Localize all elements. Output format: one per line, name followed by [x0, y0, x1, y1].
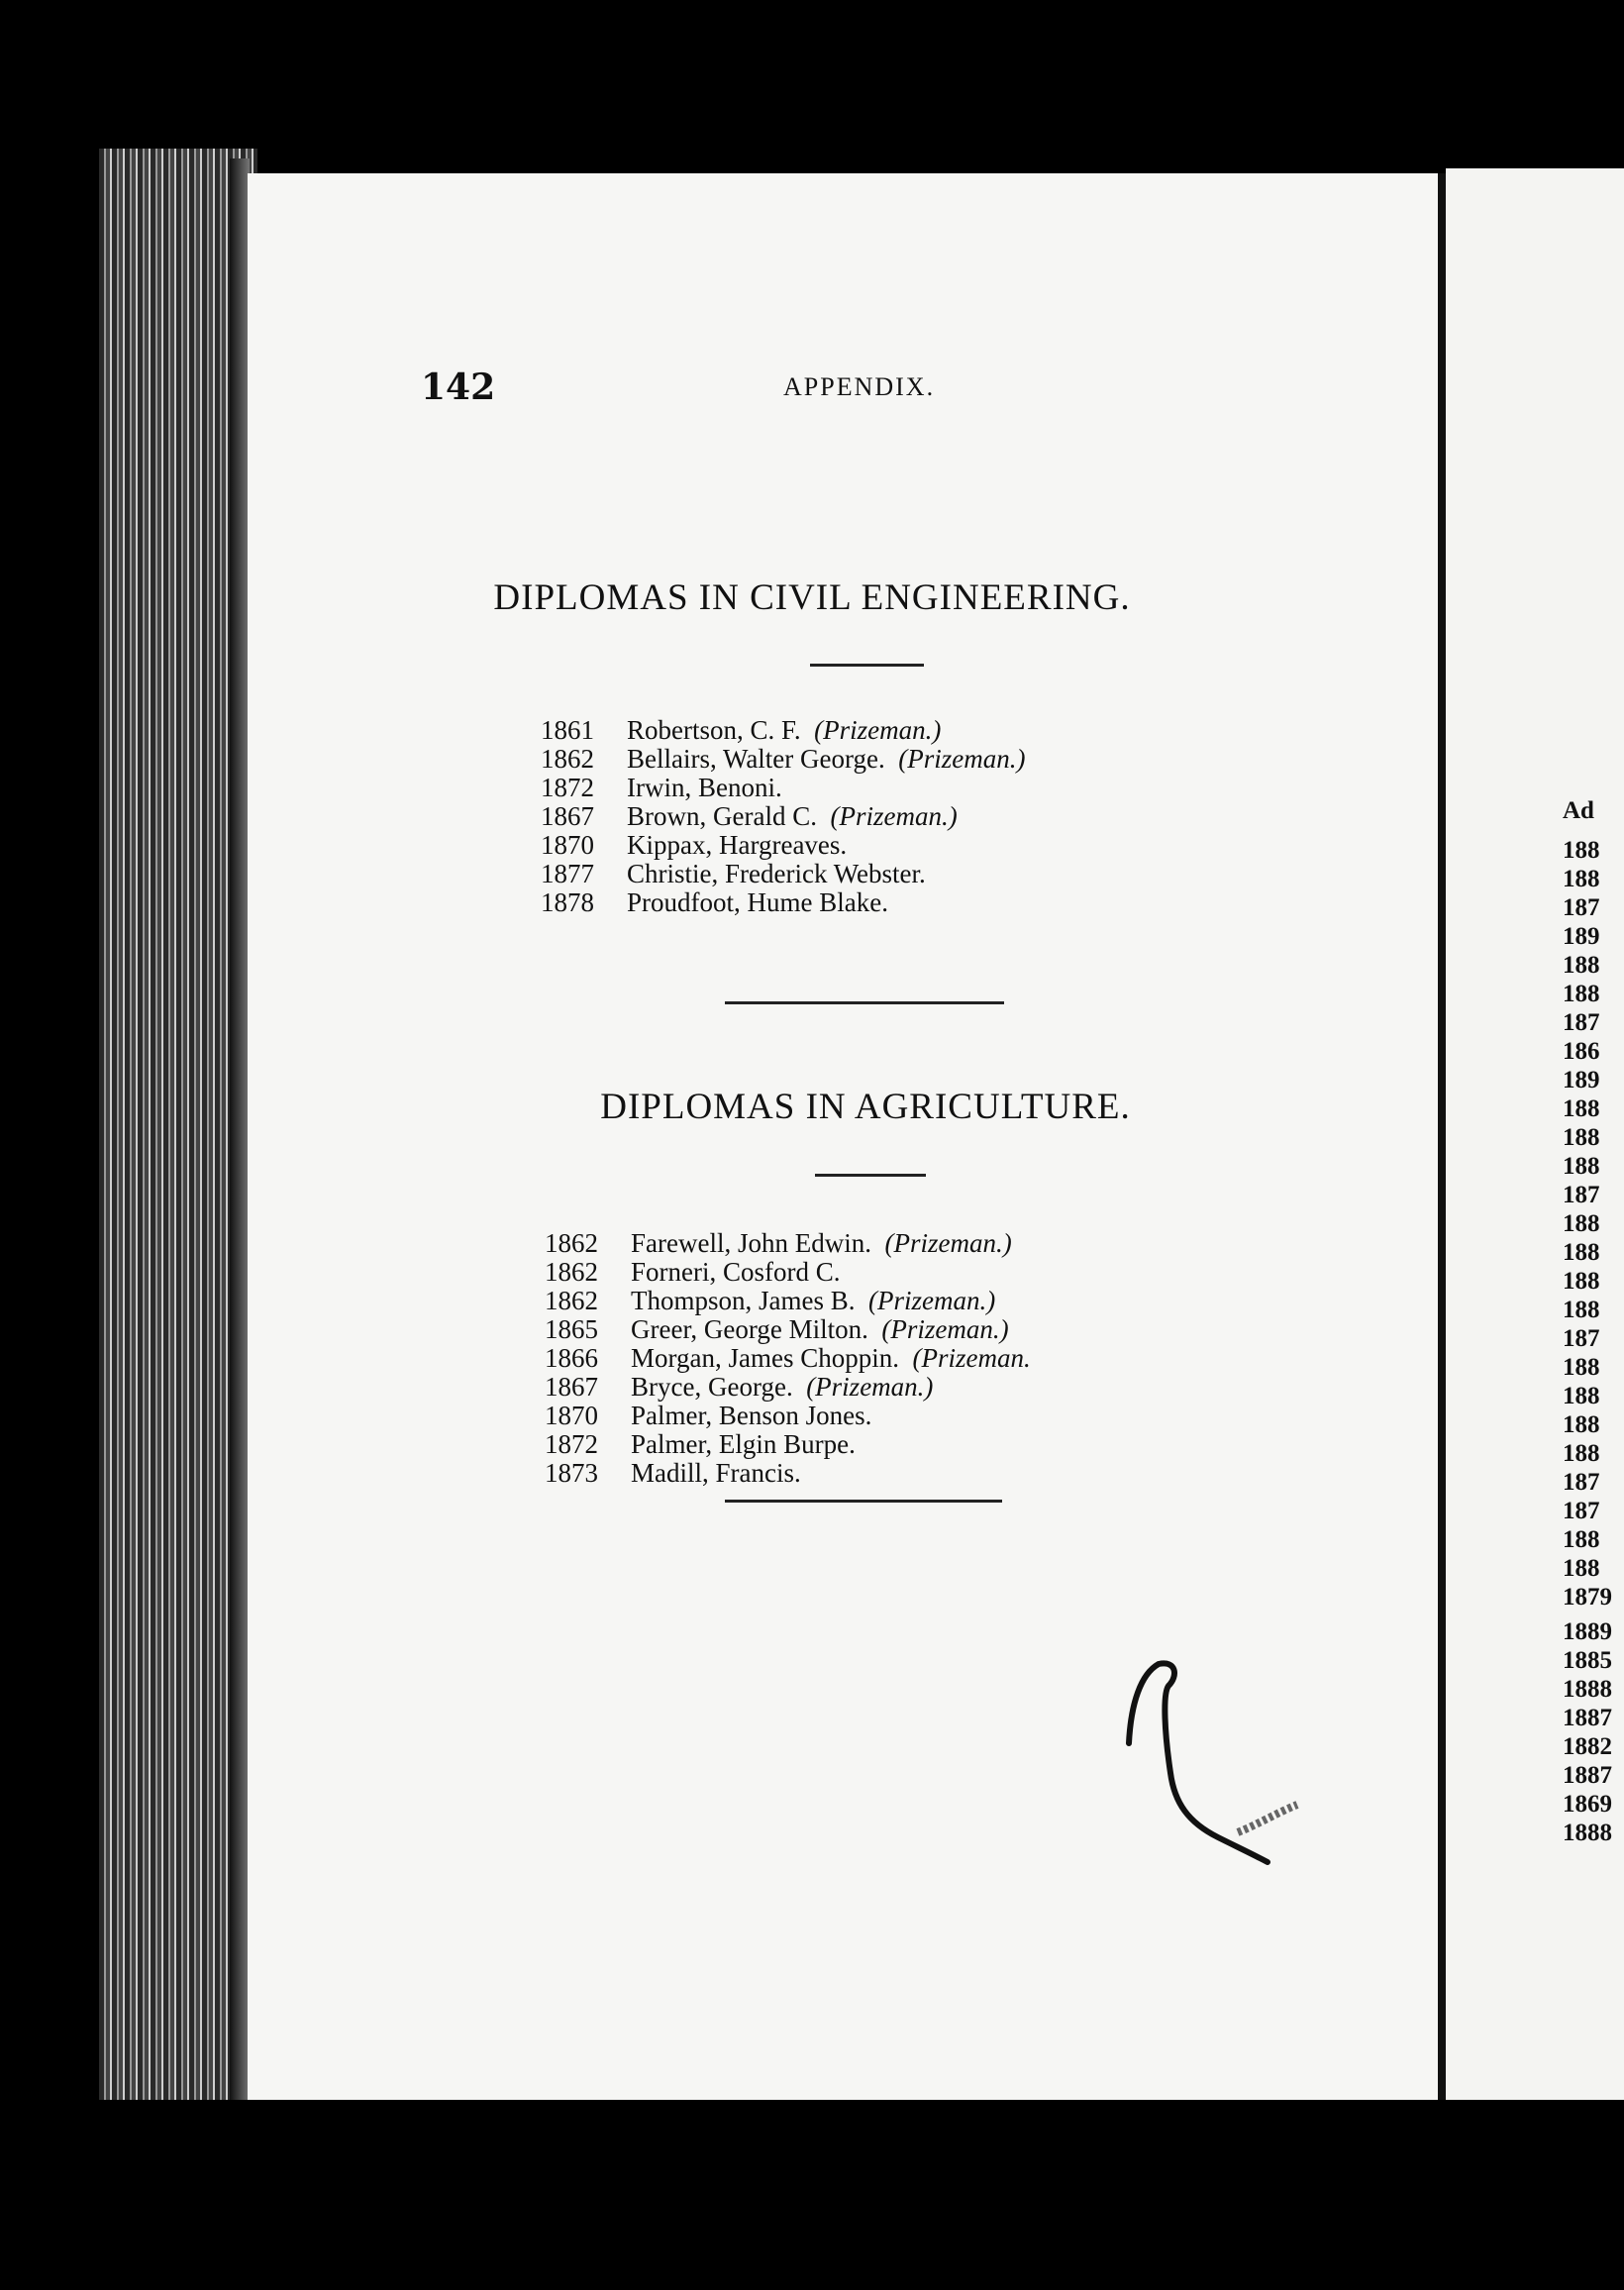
handwritten-arrow-icon	[1119, 1634, 1317, 1892]
facing-year: 1882	[1563, 1733, 1612, 1760]
facing-year: 1889	[1563, 1618, 1612, 1645]
facing-year: 188	[1563, 1239, 1600, 1266]
short-rule	[810, 664, 924, 667]
facing-page-years-bottom	[1563, 1618, 1612, 1848]
facing-page-years	[1563, 837, 1612, 1613]
facing-year: 188	[1563, 1124, 1600, 1151]
facing-year: 187	[1563, 894, 1600, 921]
facing-year: 1887	[1563, 1705, 1612, 1731]
facing-year: 188	[1563, 1210, 1600, 1237]
facing-year: 188	[1563, 1354, 1600, 1381]
facing-year: 189	[1563, 923, 1600, 950]
facing-year: 188	[1563, 1411, 1600, 1438]
facing-year: 188	[1563, 1383, 1600, 1409]
facing-year: 189	[1563, 1067, 1600, 1093]
facing-year: 188	[1563, 1268, 1600, 1295]
running-head	[421, 366, 1114, 416]
facing-year: 187	[1563, 1325, 1600, 1352]
page-gutter	[1438, 173, 1446, 2100]
facing-year: 188	[1563, 837, 1600, 864]
facing-page-text: Ad	[1563, 797, 1594, 824]
facing-year: 188	[1563, 866, 1600, 892]
facing-year: 186	[1563, 1038, 1600, 1065]
facing-year: 188	[1563, 1153, 1600, 1180]
facing-year: 187	[1563, 1469, 1600, 1496]
facing-year: 187	[1563, 1182, 1600, 1208]
facing-year: 1888	[1563, 1820, 1612, 1846]
facing-year: 1887	[1563, 1762, 1612, 1789]
facing-year: 1888	[1563, 1676, 1612, 1703]
facing-year: 187	[1563, 1009, 1600, 1036]
facing-year: 1885	[1563, 1647, 1612, 1674]
facing-year: 1869	[1563, 1791, 1612, 1818]
facing-year: 188	[1563, 952, 1600, 979]
bottom-divider	[725, 1500, 1002, 1503]
facing-year: 188	[1563, 1440, 1600, 1467]
facing-year: 188	[1563, 981, 1600, 1007]
facing-year: 187	[1563, 1498, 1600, 1524]
section-title-agriculture: DIPLOMAS IN AGRICULTURE.	[600, 1087, 1131, 1127]
facing-year: 188	[1563, 1095, 1600, 1122]
section-divider	[725, 1001, 1004, 1004]
running-title: APPENDIX.	[783, 372, 936, 401]
short-rule	[815, 1174, 926, 1177]
facing-year: 188	[1563, 1297, 1600, 1323]
page-binding-shadow	[230, 158, 250, 2100]
facing-year: 188	[1563, 1526, 1600, 1553]
facing-year: 1879	[1563, 1584, 1612, 1611]
page-number: 142	[421, 366, 496, 408]
section-title-civil-engineering: DIPLOMAS IN CIVIL ENGINEERING.	[493, 577, 1131, 618]
facing-year: 188	[1563, 1555, 1600, 1582]
